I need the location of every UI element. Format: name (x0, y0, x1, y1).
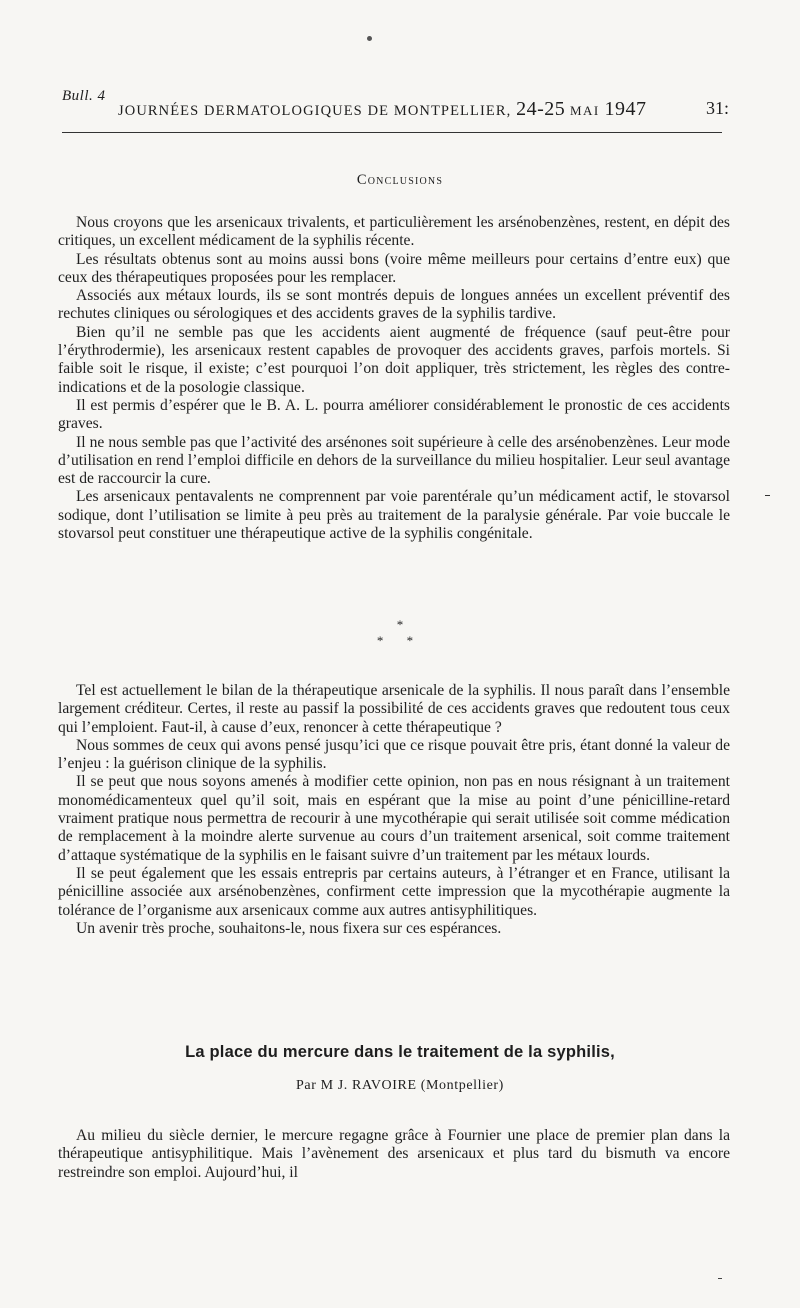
corner-mark (718, 1278, 722, 1279)
paragraph: Nous sommes de ceux qui avons pensé jusqu’ici que ce risque pouvait être pris, étant donné la valeur de l’enjeu : la guérison clinique de la syphilis. (58, 736, 730, 773)
margin-mark (765, 495, 770, 496)
paragraph: Associés aux métaux lourds, ils se sont montrés depuis de longues années un excellent préventif des rechutes cliniques ou sérologiques et des accidents graves de la syphilis tardive. (58, 287, 730, 323)
asterism-top: * (396, 617, 404, 632)
paragraph: Il est permis d’espérer que le B. A. L. pourra améliorer considérablement le pronostic de ces accidents graves. (58, 396, 730, 433)
paragraph: Il se peut que nous soyons amenés à modifier cette opinion, non pas en nous résignant à un traitement monomédicamenteux quel qu’il soit, mais en espérant que la mise au point d’une pénicilline-retard vraiment pratique nous permettra de recourir à une mycothérapie qui serait utilisée soit comme médication de remplacement à la moindre alerte survenue au cours d’un traitement arsenical, soit comme traitement d’attaque systématique de la syphilis en le faisant suivre d’un traitement par les métaux lourds. (58, 773, 730, 864)
bulletin-reference: Bull. 4 (62, 88, 106, 104)
running-title: JOURNÉES DERMATOLOGIQUES DE MONTPELLIER, (118, 103, 512, 119)
paragraph: Les arsenicaux pentavalents ne comprennent par voie parentérale qu’un médicament actif, le stovarsol sodique, dont l’utilisation se limite à peu près au traitement de la paralysie générale. Par voie buccale le stovarsol peut constituer une thérapeutique active de la syphilis congénitale. (58, 488, 730, 543)
running-header (118, 98, 647, 121)
paragraph: Tel est actuellement le bilan de la thérapeutique arsenicale de la syphilis. Il nous paraît dans l’ensemble largement créditeur. Certes, il reste au passif la possibilité de ces accidents graves que redoutent tous ceux qui l’emploient. Faut-il, à cause d’eux, renoncer à cette thérapeutique ? (58, 682, 730, 736)
paragraph: Il se peut également que les essais entrepris par certains auteurs, à l’étranger et en France, utilisant la pénicilline associée aux arsénobenzènes, confirment cette impression que la mycothérapie augmente la tolérance de l’organisme aux arsenicaux comme aux autres antisyphilitiques. (58, 864, 730, 919)
conclusions-body (58, 214, 730, 543)
article-byline: Par M J. RAVOIRE (Montpellier) (296, 1078, 504, 1093)
page-number: 31: (706, 98, 730, 118)
paragraph: Un avenir très proche, souhaitons-le, nous fixera sur ces espérances. (76, 919, 502, 937)
header-date-year: 1947 (604, 98, 647, 120)
paragraph: Les résultats obtenus sont au moins aussi bons (voire même meilleurs pour certains d’entre eux) que ceux des thérapeutiques proposées pour les remplacer. (58, 250, 730, 286)
article-body (58, 1127, 730, 1182)
paragraph: Au milieu du siècle dernier, le mercure regagne grâce à Fournier une place de premier plan dans la thérapeutique antisyphilitique. Mais l’avènement des arsenicaux et plus tard du bismuth va encore restreindre son emploi. Aujourd’hui, il (58, 1127, 730, 1181)
epilogue-body (58, 682, 730, 938)
header-date-days: 24-25 (516, 98, 566, 120)
paragraph: Nous croyons que les arsenicaux trivalents, et particulièrement les arsénobenzènes, restent, en dépit des critiques, un excellent médicament de la syphilis récente. (58, 214, 730, 250)
paragraph: Bien qu’il ne semble pas que les accidents aient augmenté de fréquence (sauf peut-être pour l’érythrodermie), les arsenicaux restent capables de provoquer des accidents graves, parfois mortels. Si faible soit le risque, il existe; c’est pourquoi l’on doit appliquer, très strictement, les règles des contre-indications et de la posologie classique. (58, 323, 730, 396)
article-title: La place du mercure dans le traitement de la syphilis, (185, 1043, 615, 1061)
header-date-month: MAI (569, 103, 600, 118)
header-rule (62, 132, 722, 133)
paragraph: Il ne nous semble pas que l’activité des arsénones soit supérieure à celle des arsénobenzènes. Leur mode d’utilisation en rend l’emploi difficile en dehors de la surveillance du milieu hospitalier. Leur seul avantage est de raccourcir la cure. (58, 433, 730, 488)
print-speck (367, 36, 372, 41)
asterism-bottom: * * (376, 633, 424, 648)
conclusions-heading: Conclusions (356, 172, 444, 188)
